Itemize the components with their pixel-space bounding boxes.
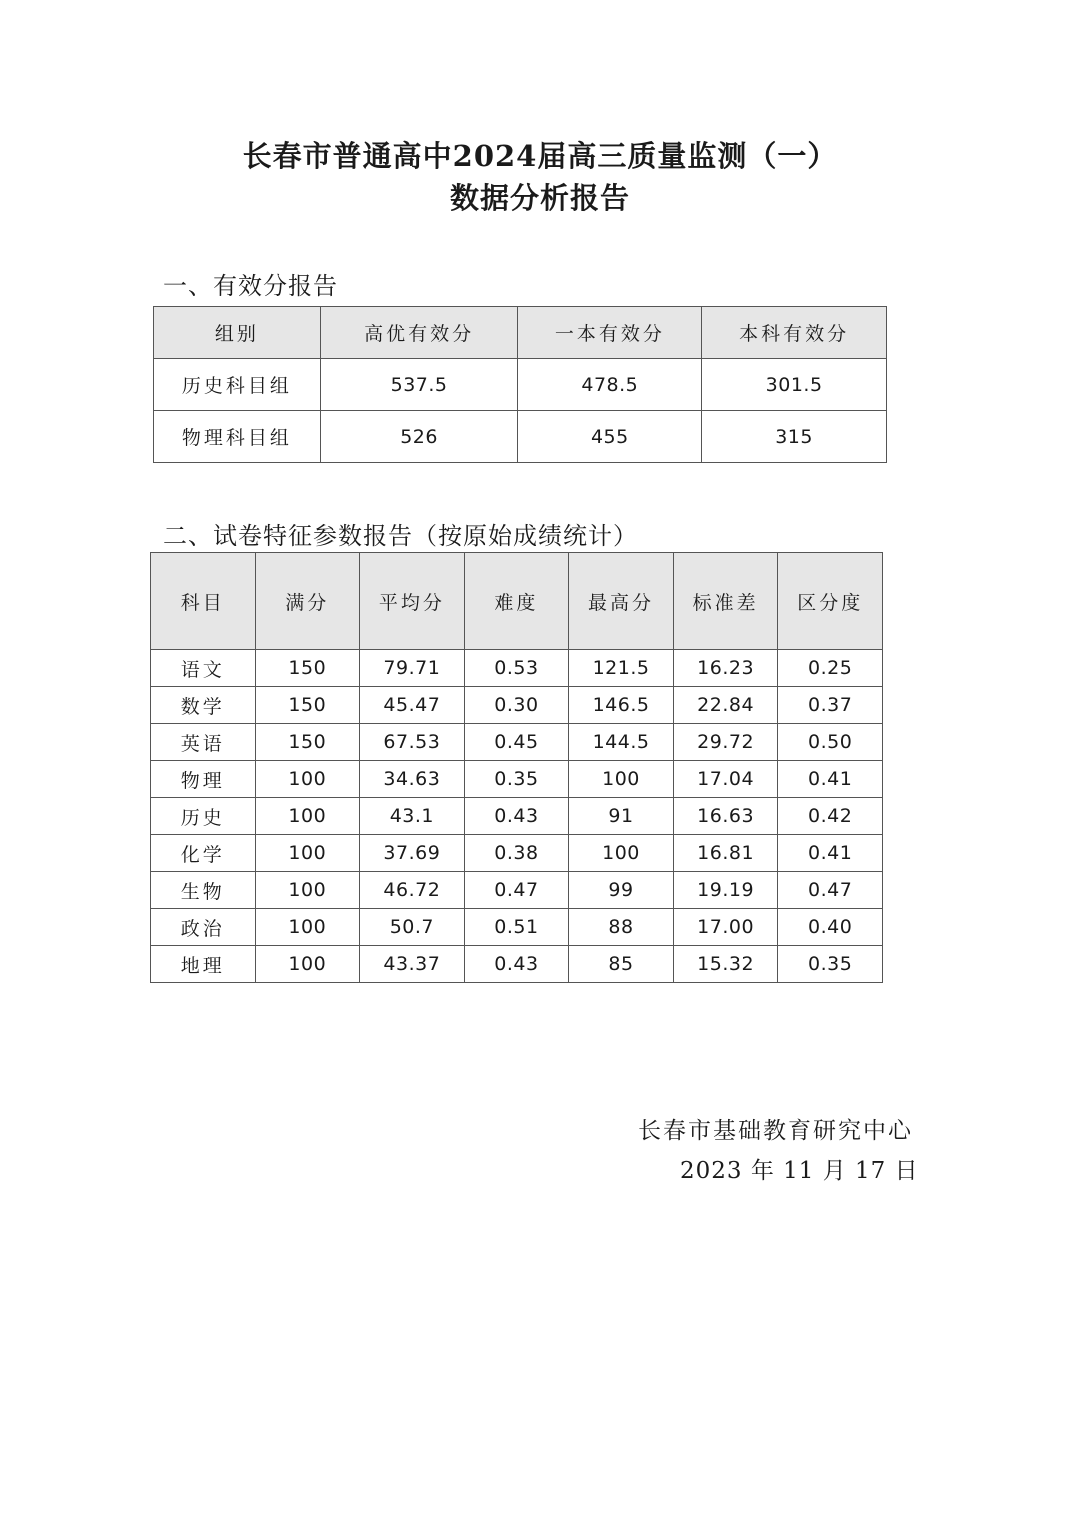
value-cell: 0.38 bbox=[464, 835, 569, 872]
table-row bbox=[151, 798, 883, 835]
table-row bbox=[151, 761, 883, 798]
subject-cell: 历史 bbox=[151, 798, 256, 835]
header-cell: 组别 bbox=[154, 307, 321, 359]
value-cell: 0.41 bbox=[778, 761, 883, 798]
value-cell: 100 bbox=[255, 872, 360, 909]
value-cell: 121.5 bbox=[569, 650, 674, 687]
table-header-row bbox=[154, 307, 887, 359]
value-cell: 0.50 bbox=[778, 724, 883, 761]
value-cell: 17.00 bbox=[673, 909, 778, 946]
value-cell: 0.30 bbox=[464, 687, 569, 724]
subject-cell: 化学 bbox=[151, 835, 256, 872]
score-cell: 478.5 bbox=[518, 359, 702, 411]
value-cell: 0.47 bbox=[778, 872, 883, 909]
subject-cell: 数学 bbox=[151, 687, 256, 724]
value-cell: 0.41 bbox=[778, 835, 883, 872]
score-cell: 301.5 bbox=[702, 359, 887, 411]
value-cell: 0.35 bbox=[778, 946, 883, 983]
value-cell: 37.69 bbox=[360, 835, 465, 872]
table-row bbox=[151, 872, 883, 909]
value-cell: 0.40 bbox=[778, 909, 883, 946]
value-cell: 100 bbox=[569, 835, 674, 872]
value-cell: 46.72 bbox=[360, 872, 465, 909]
table-row bbox=[151, 724, 883, 761]
header-cell: 一本有效分 bbox=[518, 307, 702, 359]
value-cell: 146.5 bbox=[569, 687, 674, 724]
value-cell: 0.47 bbox=[464, 872, 569, 909]
value-cell: 100 bbox=[255, 909, 360, 946]
header-cell: 区分度 bbox=[778, 553, 883, 650]
subject-cell: 语文 bbox=[151, 650, 256, 687]
value-cell: 88 bbox=[569, 909, 674, 946]
value-cell: 16.23 bbox=[673, 650, 778, 687]
value-cell: 91 bbox=[569, 798, 674, 835]
value-cell: 100 bbox=[255, 946, 360, 983]
header-cell: 难度 bbox=[464, 553, 569, 650]
header-cell: 科目 bbox=[151, 553, 256, 650]
table-row bbox=[151, 909, 883, 946]
header-cell: 最高分 bbox=[569, 553, 674, 650]
value-cell: 34.63 bbox=[360, 761, 465, 798]
header-cell: 标准差 bbox=[673, 553, 778, 650]
value-cell: 67.53 bbox=[360, 724, 465, 761]
table-row bbox=[151, 835, 883, 872]
value-cell: 29.72 bbox=[673, 724, 778, 761]
value-cell: 0.45 bbox=[464, 724, 569, 761]
issuing-organization: 长春市基础教育研究中心 bbox=[638, 1118, 913, 1144]
document-subtitle: 数据分析报告 bbox=[449, 181, 630, 215]
score-cell: 315 bbox=[702, 411, 887, 463]
section-1-heading: 一、有效分报告 bbox=[163, 272, 338, 300]
value-cell: 19.19 bbox=[673, 872, 778, 909]
value-cell: 17.04 bbox=[673, 761, 778, 798]
table-row bbox=[154, 359, 887, 411]
value-cell: 0.42 bbox=[778, 798, 883, 835]
group-cell: 历史科目组 bbox=[154, 359, 321, 411]
table-header-row bbox=[151, 553, 883, 650]
value-cell: 144.5 bbox=[569, 724, 674, 761]
value-cell: 0.51 bbox=[464, 909, 569, 946]
value-cell: 45.47 bbox=[360, 687, 465, 724]
value-cell: 0.43 bbox=[464, 946, 569, 983]
value-cell: 99 bbox=[569, 872, 674, 909]
document-title: 长春市普通高中2024届高三质量监测（一） bbox=[242, 139, 838, 173]
subject-cell: 政治 bbox=[151, 909, 256, 946]
value-cell: 79.71 bbox=[360, 650, 465, 687]
value-cell: 100 bbox=[255, 761, 360, 798]
score-cell: 455 bbox=[518, 411, 702, 463]
subject-cell: 物理 bbox=[151, 761, 256, 798]
subject-cell: 生物 bbox=[151, 872, 256, 909]
effective-score-table bbox=[153, 306, 887, 463]
value-cell: 0.53 bbox=[464, 650, 569, 687]
subject-cell: 地理 bbox=[151, 946, 256, 983]
table-row bbox=[151, 946, 883, 983]
header-cell: 本科有效分 bbox=[702, 307, 887, 359]
value-cell: 0.35 bbox=[464, 761, 569, 798]
value-cell: 100 bbox=[569, 761, 674, 798]
score-cell: 526 bbox=[320, 411, 518, 463]
table-row bbox=[154, 411, 887, 463]
score-cell: 537.5 bbox=[320, 359, 518, 411]
value-cell: 16.81 bbox=[673, 835, 778, 872]
value-cell: 100 bbox=[255, 798, 360, 835]
value-cell: 22.84 bbox=[673, 687, 778, 724]
header-cell: 高优有效分 bbox=[320, 307, 518, 359]
value-cell: 50.7 bbox=[360, 909, 465, 946]
table-row bbox=[151, 687, 883, 724]
subject-cell: 英语 bbox=[151, 724, 256, 761]
header-cell: 平均分 bbox=[360, 553, 465, 650]
value-cell: 85 bbox=[569, 946, 674, 983]
value-cell: 150 bbox=[255, 650, 360, 687]
value-cell: 43.37 bbox=[360, 946, 465, 983]
value-cell: 0.25 bbox=[778, 650, 883, 687]
value-cell: 16.63 bbox=[673, 798, 778, 835]
header-cell: 满分 bbox=[255, 553, 360, 650]
value-cell: 15.32 bbox=[673, 946, 778, 983]
value-cell: 0.43 bbox=[464, 798, 569, 835]
section-2-heading: 二、试卷特征参数报告（按原始成绩统计） bbox=[163, 522, 638, 550]
value-cell: 150 bbox=[255, 724, 360, 761]
value-cell: 43.1 bbox=[360, 798, 465, 835]
value-cell: 150 bbox=[255, 687, 360, 724]
group-cell: 物理科目组 bbox=[154, 411, 321, 463]
value-cell: 0.37 bbox=[778, 687, 883, 724]
issue-date: 2023 年 11 月 17 日 bbox=[680, 1158, 919, 1184]
exam-parameter-table bbox=[150, 552, 883, 983]
value-cell: 100 bbox=[255, 835, 360, 872]
table-row bbox=[151, 650, 883, 687]
